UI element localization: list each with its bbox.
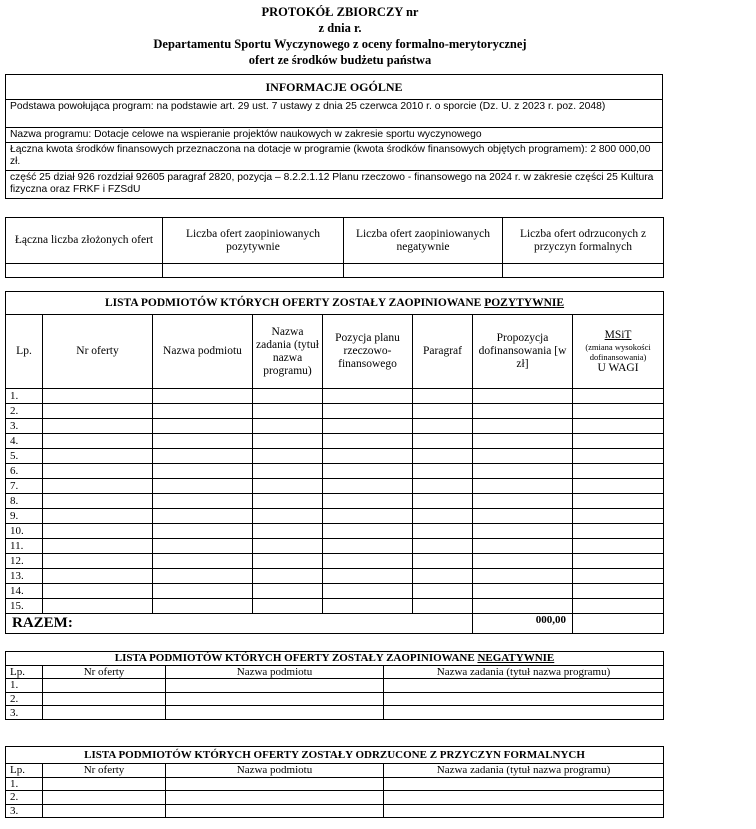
col-header-offer-number: Nr oferty xyxy=(43,315,153,389)
info-row-budget-part: część 25 dział 926 rozdział 92605 paragraf 2820, pozycja – 8.2.2.1.12 Planu rzeczowo - finansowego na 2024 r. w zakresie części 25 Kultura fizyczna oraz FRKF i FZSdU xyxy=(6,171,663,199)
table-cell[interactable] xyxy=(384,679,664,693)
table-cell[interactable] xyxy=(323,524,413,539)
count-cell-rejected[interactable] xyxy=(503,264,664,278)
row-number: 1. xyxy=(6,777,43,791)
table-cell[interactable] xyxy=(166,692,384,706)
table-cell[interactable] xyxy=(573,554,664,569)
table-row xyxy=(6,599,664,614)
table-row xyxy=(6,494,664,509)
rej-col-lp: Lp. xyxy=(6,764,43,778)
table-cell[interactable] xyxy=(153,539,253,554)
table-cell[interactable] xyxy=(153,554,253,569)
table-cell[interactable] xyxy=(573,479,664,494)
table-cell[interactable] xyxy=(413,434,473,449)
table-cell[interactable] xyxy=(43,804,166,818)
rejected-list-title: LISTA PODMIOTÓW KTÓRYCH OFERTY ZOSTAŁY ODRZUCONE Z PRZYCZYN FORMALNYCH xyxy=(6,747,664,764)
table-cell[interactable] xyxy=(413,524,473,539)
table-row xyxy=(6,509,664,524)
total-value: 000,00 xyxy=(473,614,573,634)
count-header-rejected: Liczba ofert odrzuconych z przyczyn formalnych xyxy=(503,218,664,264)
col-header-entity-name: Nazwa podmiotu xyxy=(153,315,253,389)
row-number: 5. xyxy=(6,449,43,464)
table-cell[interactable] xyxy=(153,599,253,614)
table-cell[interactable] xyxy=(43,539,153,554)
table-cell[interactable] xyxy=(473,599,573,614)
table-cell[interactable] xyxy=(43,706,166,720)
table-cell[interactable] xyxy=(573,584,664,599)
table-cell[interactable] xyxy=(473,584,573,599)
table-cell[interactable] xyxy=(413,584,473,599)
table-cell[interactable] xyxy=(153,434,253,449)
header-line-4: ofert ze środków budżetu państwa xyxy=(248,53,432,67)
table-row xyxy=(6,679,664,693)
table-cell[interactable] xyxy=(253,494,323,509)
offer-counts-table xyxy=(5,217,664,278)
table-cell[interactable] xyxy=(573,599,664,614)
table-cell[interactable] xyxy=(323,404,413,419)
table-row xyxy=(6,554,664,569)
table-cell[interactable] xyxy=(253,389,323,404)
table-cell[interactable] xyxy=(153,464,253,479)
table-cell[interactable] xyxy=(166,791,384,805)
table-cell[interactable] xyxy=(473,539,573,554)
table-cell[interactable] xyxy=(573,509,664,524)
count-header-negative: Liczba ofert zaopiniowanych negatywnie xyxy=(344,218,503,264)
table-row xyxy=(6,791,664,805)
table-cell[interactable] xyxy=(573,539,664,554)
row-number: 3. xyxy=(6,706,43,720)
negative-word: NEGATYWNIE xyxy=(477,652,555,665)
table-cell[interactable] xyxy=(166,777,384,791)
table-row xyxy=(6,419,664,434)
table-row xyxy=(6,539,664,554)
rejected-list-table xyxy=(5,746,664,818)
table-cell[interactable] xyxy=(473,389,573,404)
table-cell[interactable] xyxy=(573,449,664,464)
count-header-positive: Liczba ofert zaopiniowanych pozytywnie xyxy=(163,218,344,264)
table-row xyxy=(6,706,664,720)
table-cell[interactable] xyxy=(384,777,664,791)
table-cell[interactable] xyxy=(153,584,253,599)
table-cell[interactable] xyxy=(573,404,664,419)
table-cell[interactable] xyxy=(573,389,664,404)
row-number: 1. xyxy=(6,679,43,693)
header-line-2: z dnia r. xyxy=(318,21,362,35)
table-cell[interactable] xyxy=(413,464,473,479)
table-row xyxy=(6,804,664,818)
row-number: 12. xyxy=(6,554,43,569)
table-cell[interactable] xyxy=(323,419,413,434)
table-cell[interactable] xyxy=(43,434,153,449)
table-cell[interactable] xyxy=(473,419,573,434)
negative-list-table xyxy=(5,651,664,720)
table-cell[interactable] xyxy=(43,389,153,404)
table-cell[interactable] xyxy=(43,791,166,805)
count-cell-total[interactable] xyxy=(6,264,163,278)
table-cell[interactable] xyxy=(323,569,413,584)
msit-label: MSiT xyxy=(604,328,632,341)
positive-word: POZYTYWNIE xyxy=(484,296,565,309)
table-cell[interactable] xyxy=(413,404,473,419)
table-cell[interactable] xyxy=(323,449,413,464)
info-row-program-name: Nazwa programu: Dotacje celowe na wspieranie projektów naukowych w zakresie sportu wyczynowego xyxy=(6,128,663,143)
table-cell[interactable] xyxy=(43,569,153,584)
row-number: 6. xyxy=(6,464,43,479)
table-cell[interactable] xyxy=(43,524,153,539)
general-info-title: INFORMACJE OGÓLNE xyxy=(6,75,663,100)
rej-col-task-name: Nazwa zadania (tytuł nazwa programu) xyxy=(384,764,664,778)
table-cell[interactable] xyxy=(573,464,664,479)
neg-col-offer-number: Nr oferty xyxy=(43,665,166,679)
remarks-label: U WAGI xyxy=(597,361,639,374)
positive-list-table xyxy=(5,291,664,634)
table-row xyxy=(6,434,664,449)
table-cell[interactable] xyxy=(323,509,413,524)
rej-col-offer-number: Nr oferty xyxy=(43,764,166,778)
table-cell[interactable] xyxy=(384,706,664,720)
table-cell[interactable] xyxy=(573,434,664,449)
count-cell-negative[interactable] xyxy=(344,264,503,278)
row-number: 10. xyxy=(6,524,43,539)
table-cell[interactable] xyxy=(153,524,253,539)
row-number: 2. xyxy=(6,791,43,805)
table-cell[interactable] xyxy=(473,554,573,569)
table-cell[interactable] xyxy=(413,389,473,404)
row-number: 4. xyxy=(6,434,43,449)
table-cell[interactable] xyxy=(323,584,413,599)
col-header-paragraph: Paragraf xyxy=(413,315,473,389)
table-cell[interactable] xyxy=(43,679,166,693)
general-info-table xyxy=(5,74,663,199)
table-cell[interactable] xyxy=(384,791,664,805)
table-cell[interactable] xyxy=(323,479,413,494)
table-cell[interactable] xyxy=(573,419,664,434)
table-cell[interactable] xyxy=(153,389,253,404)
table-cell[interactable] xyxy=(323,464,413,479)
table-cell[interactable] xyxy=(413,509,473,524)
header-line-1: PROTOKÓŁ ZBIORCZY nr xyxy=(261,5,419,19)
row-number: 2. xyxy=(6,404,43,419)
row-number: 8. xyxy=(6,494,43,509)
row-number: 3. xyxy=(6,804,43,818)
table-cell[interactable] xyxy=(153,509,253,524)
table-cell[interactable] xyxy=(43,404,153,419)
table-cell[interactable] xyxy=(253,509,323,524)
table-cell[interactable] xyxy=(413,599,473,614)
col-header-msit xyxy=(573,315,664,389)
table-cell[interactable] xyxy=(153,494,253,509)
count-header-total: Łączna liczba złożonych ofert xyxy=(6,218,163,264)
table-cell[interactable] xyxy=(153,419,253,434)
table-cell[interactable] xyxy=(323,554,413,569)
table-cell[interactable] xyxy=(413,449,473,464)
table-cell[interactable] xyxy=(413,494,473,509)
table-cell[interactable] xyxy=(253,584,323,599)
table-cell[interactable] xyxy=(473,479,573,494)
table-cell[interactable] xyxy=(253,419,323,434)
table-row xyxy=(6,479,664,494)
info-row-total-amount: Łączna kwota środków finansowych przeznaczona na dotacje w programie (kwota środków finansowych objętych programem): 2 800 000,00 zł. xyxy=(6,143,663,171)
table-cell[interactable] xyxy=(253,539,323,554)
total-remarks-cell[interactable] xyxy=(573,614,664,634)
table-cell[interactable] xyxy=(253,449,323,464)
table-cell[interactable] xyxy=(43,599,153,614)
table-cell[interactable] xyxy=(473,449,573,464)
table-cell[interactable] xyxy=(253,479,323,494)
table-row xyxy=(6,692,664,706)
table-cell[interactable] xyxy=(253,554,323,569)
table-cell[interactable] xyxy=(153,569,253,584)
table-cell[interactable] xyxy=(43,692,166,706)
table-cell[interactable] xyxy=(43,584,153,599)
table-cell[interactable] xyxy=(43,494,153,509)
table-cell[interactable] xyxy=(323,599,413,614)
count-cell-positive[interactable] xyxy=(163,264,344,278)
table-cell[interactable] xyxy=(43,509,153,524)
info-row-basis: Podstawa powołująca program: na podstawie art. 29 ust. 7 ustawy z dnia 25 czerwca 2010 r. o sporcie (Dz. U. z 2023 r. poz. 2048) xyxy=(6,100,663,128)
table-row xyxy=(6,464,664,479)
table-cell[interactable] xyxy=(153,449,253,464)
table-cell[interactable] xyxy=(384,692,664,706)
table-cell[interactable] xyxy=(253,569,323,584)
row-number: 14. xyxy=(6,584,43,599)
table-cell[interactable] xyxy=(323,389,413,404)
table-cell[interactable] xyxy=(413,554,473,569)
table-cell[interactable] xyxy=(323,434,413,449)
table-row xyxy=(6,524,664,539)
table-cell[interactable] xyxy=(573,569,664,584)
table-cell[interactable] xyxy=(253,434,323,449)
table-cell[interactable] xyxy=(153,404,253,419)
table-cell[interactable] xyxy=(384,804,664,818)
col-header-task-name: Nazwa zadania (tytuł nazwa programu) xyxy=(253,315,323,389)
table-cell[interactable] xyxy=(43,464,153,479)
table-cell[interactable] xyxy=(253,464,323,479)
positive-list-title: LISTA PODMIOTÓW KTÓRYCH OFERTY ZOSTAŁY ZAOPINIOWANE POZYTYWNIE xyxy=(6,292,664,315)
header-line-3: Departamentu Sportu Wyczynowego z oceny formalno-merytorycznej xyxy=(153,37,527,51)
row-number: 7. xyxy=(6,479,43,494)
col-header-plan-position: Pozycja planu rzeczowo-finansowego xyxy=(323,315,413,389)
table-cell[interactable] xyxy=(473,464,573,479)
table-cell[interactable] xyxy=(323,494,413,509)
row-number: 2. xyxy=(6,692,43,706)
row-number: 11. xyxy=(6,539,43,554)
table-cell[interactable] xyxy=(43,777,166,791)
table-cell[interactable] xyxy=(473,524,573,539)
table-cell[interactable] xyxy=(166,804,384,818)
col-header-funding-proposal: Propozycja dofinansowania [w zł] xyxy=(473,315,573,389)
table-cell[interactable] xyxy=(43,554,153,569)
table-cell[interactable] xyxy=(413,569,473,584)
table-cell[interactable] xyxy=(43,449,153,464)
table-cell[interactable] xyxy=(573,494,664,509)
table-cell[interactable] xyxy=(253,599,323,614)
neg-col-entity-name: Nazwa podmiotu xyxy=(166,665,384,679)
total-label: RAZEM: xyxy=(6,614,473,634)
row-number: 3. xyxy=(6,419,43,434)
document-header xyxy=(0,4,680,68)
row-number: 15. xyxy=(6,599,43,614)
table-cell[interactable] xyxy=(473,569,573,584)
table-row xyxy=(6,777,664,791)
row-number: 9. xyxy=(6,509,43,524)
table-row xyxy=(6,389,664,404)
col-header-lp: Lp. xyxy=(6,315,43,389)
table-cell[interactable] xyxy=(413,479,473,494)
table-cell[interactable] xyxy=(43,419,153,434)
row-number: 13. xyxy=(6,569,43,584)
negative-list-title: LISTA PODMIOTÓW KTÓRYCH OFERTY ZOSTAŁY ZAOPINIOWANE NEGATYWNIE xyxy=(6,652,664,666)
neg-col-task-name: Nazwa zadania (tytuł nazwa programu) xyxy=(384,665,664,679)
table-cell[interactable] xyxy=(413,539,473,554)
table-cell[interactable] xyxy=(323,539,413,554)
rej-col-entity-name: Nazwa podmiotu xyxy=(166,764,384,778)
table-row xyxy=(6,404,664,419)
table-cell[interactable] xyxy=(473,434,573,449)
row-number: 1. xyxy=(6,389,43,404)
neg-col-lp: Lp. xyxy=(6,665,43,679)
table-row xyxy=(6,569,664,584)
table-cell[interactable] xyxy=(573,524,664,539)
table-cell[interactable] xyxy=(166,706,384,720)
table-cell[interactable] xyxy=(413,419,473,434)
table-row xyxy=(6,584,664,599)
table-cell[interactable] xyxy=(153,479,253,494)
table-cell[interactable] xyxy=(473,494,573,509)
table-cell[interactable] xyxy=(253,404,323,419)
msit-note: (zmiana wysokości dofinansowania) xyxy=(585,341,651,362)
table-cell[interactable] xyxy=(253,524,323,539)
table-cell[interactable] xyxy=(473,404,573,419)
table-cell[interactable] xyxy=(473,509,573,524)
table-cell[interactable] xyxy=(166,679,384,693)
table-cell[interactable] xyxy=(43,479,153,494)
table-row xyxy=(6,449,664,464)
